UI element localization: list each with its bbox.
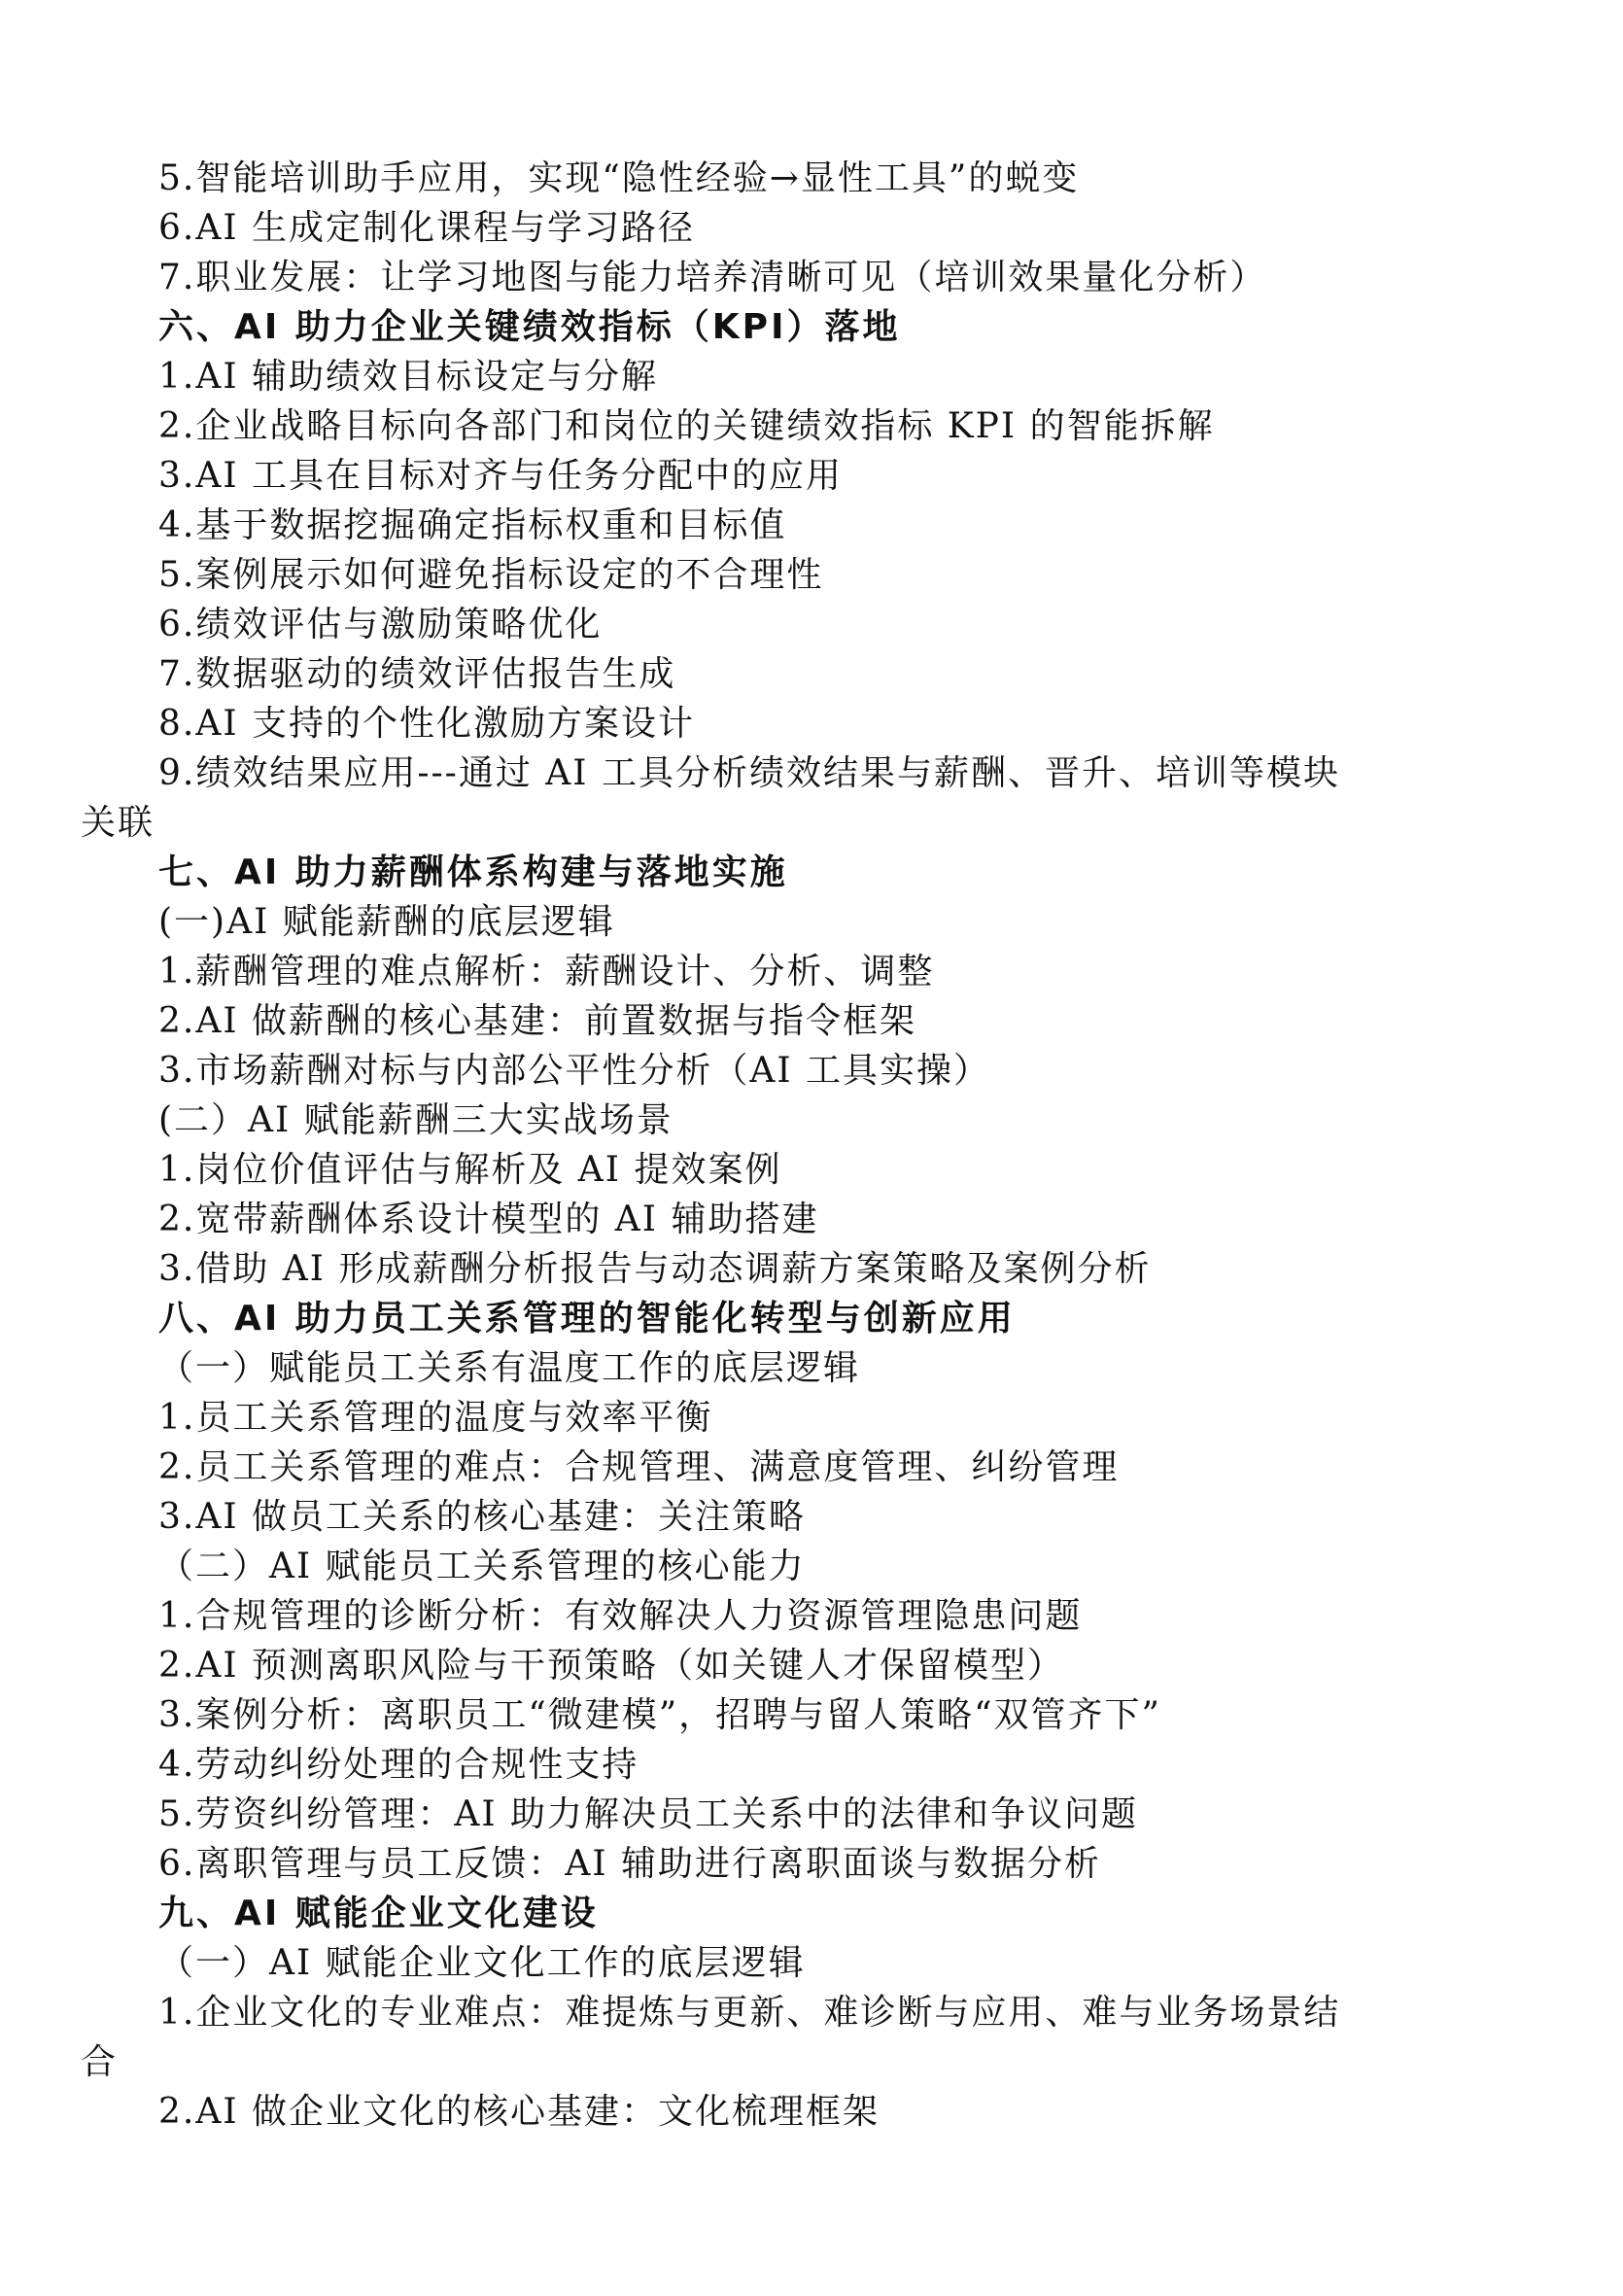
list-item: 1.企业文化的专业难点：难提炼与更新、难诊断与应用、难与业务场景结 xyxy=(158,1993,1341,2033)
list-item: 1.员工关系管理的温度与效率平衡 xyxy=(158,1398,713,1438)
list-item: 7.数据驱动的绩效评估报告生成 xyxy=(158,654,676,694)
list-item: 2.AI 做企业文化的核心基建：文化梳理框架 xyxy=(158,2092,881,2132)
subsection-heading: (一)AI 赋能薪酬的底层逻辑 xyxy=(158,902,615,942)
subsection-heading: （一）赋能员工关系有温度工作的底层逻辑 xyxy=(158,1348,861,1388)
list-item: 2.员工关系管理的难点：合规管理、满意度管理、纠纷管理 xyxy=(158,1447,1120,1487)
list-item: 4.基于数据挖掘确定指标权重和目标值 xyxy=(158,505,787,545)
list-item: 3.AI 做员工关系的核心基建：关注策略 xyxy=(158,1497,807,1537)
list-item: 3.市场薪酬对标与内部公平性分析（AI 工具实操） xyxy=(158,1051,991,1091)
subsection-heading: (二）AI 赋能薪酬三大实战场景 xyxy=(158,1100,673,1140)
list-item: 1.岗位价值评估与解析及 AI 提效案例 xyxy=(158,1150,782,1190)
section-heading-9: 九、AI 赋能企业文化建设 xyxy=(158,1894,599,1933)
list-item: 2.AI 预测离职风险与干预策略（如关键人才保留模型） xyxy=(158,1646,1065,1686)
list-item: 3.AI 工具在目标对齐与任务分配中的应用 xyxy=(158,456,844,496)
document-body xyxy=(81,154,1480,2137)
list-item: 7.职业发展：让学习地图与能力培养清晰可见（培训效果量化分析） xyxy=(158,258,1267,297)
list-item: 1.合规管理的诊断分析：有效解决人力资源管理隐患问题 xyxy=(158,1596,1083,1636)
list-item: 6.AI 生成定制化课程与学习路径 xyxy=(158,208,696,248)
list-item: 5.劳资纠纷管理：AI 助力解决员工关系中的法律和争议问题 xyxy=(158,1794,1139,1834)
section-heading-8: 八、AI 助力员工关系管理的智能化转型与创新应用 xyxy=(158,1299,1016,1339)
list-item: 5.智能培训助手应用，实现“隐性经验→显性工具”的蜕变 xyxy=(158,158,1080,198)
list-item: 1.薪酬管理的难点解析：薪酬设计、分析、调整 xyxy=(158,952,935,991)
list-item-continuation: 关联 xyxy=(81,803,155,843)
list-item: 4.劳动纠纷处理的合规性支持 xyxy=(158,1745,639,1785)
subsection-heading: （二）AI 赋能员工关系管理的核心能力 xyxy=(158,1547,806,1586)
list-item: 2.AI 做薪酬的核心基建：前置数据与指令框架 xyxy=(158,1001,917,1041)
section-heading-6: 六、AI 助力企业关键绩效指标（KPI）落地 xyxy=(158,307,901,347)
list-item: 8.AI 支持的个性化激励方案设计 xyxy=(158,704,696,744)
subsection-heading: （一）AI 赋能企业文化工作的底层逻辑 xyxy=(158,1943,806,1983)
section-heading-7: 七、AI 助力薪酬体系构建与落地实施 xyxy=(158,852,788,892)
list-item: 3.案例分析：离职员工“微建模”，招聘与留人策略“双管齐下” xyxy=(158,1695,1161,1735)
list-item: 1.AI 辅助绩效目标设定与分解 xyxy=(158,357,659,397)
list-item: 5.案例展示如何避免指标设定的不合理性 xyxy=(158,555,824,595)
list-item: 6.离职管理与员工反馈：AI 辅助进行离职面谈与数据分析 xyxy=(158,1844,1102,1884)
list-item: 3.借助 AI 形成薪酬分析报告与动态调薪方案策略及案例分析 xyxy=(158,1249,1152,1289)
list-item: 2.宽带薪酬体系设计模型的 AI 辅助搭建 xyxy=(158,1200,819,1239)
list-item: 2.企业战略目标向各部门和岗位的关键绩效指标 KPI 的智能拆解 xyxy=(158,406,1215,446)
list-item-continuation: 合 xyxy=(81,2042,119,2082)
list-item: 6.绩效评估与激励策略优化 xyxy=(158,605,603,644)
list-item: 9.绩效结果应用---通过 AI 工具分析绩效结果与薪酬、晋升、培训等模块 xyxy=(158,753,1340,793)
